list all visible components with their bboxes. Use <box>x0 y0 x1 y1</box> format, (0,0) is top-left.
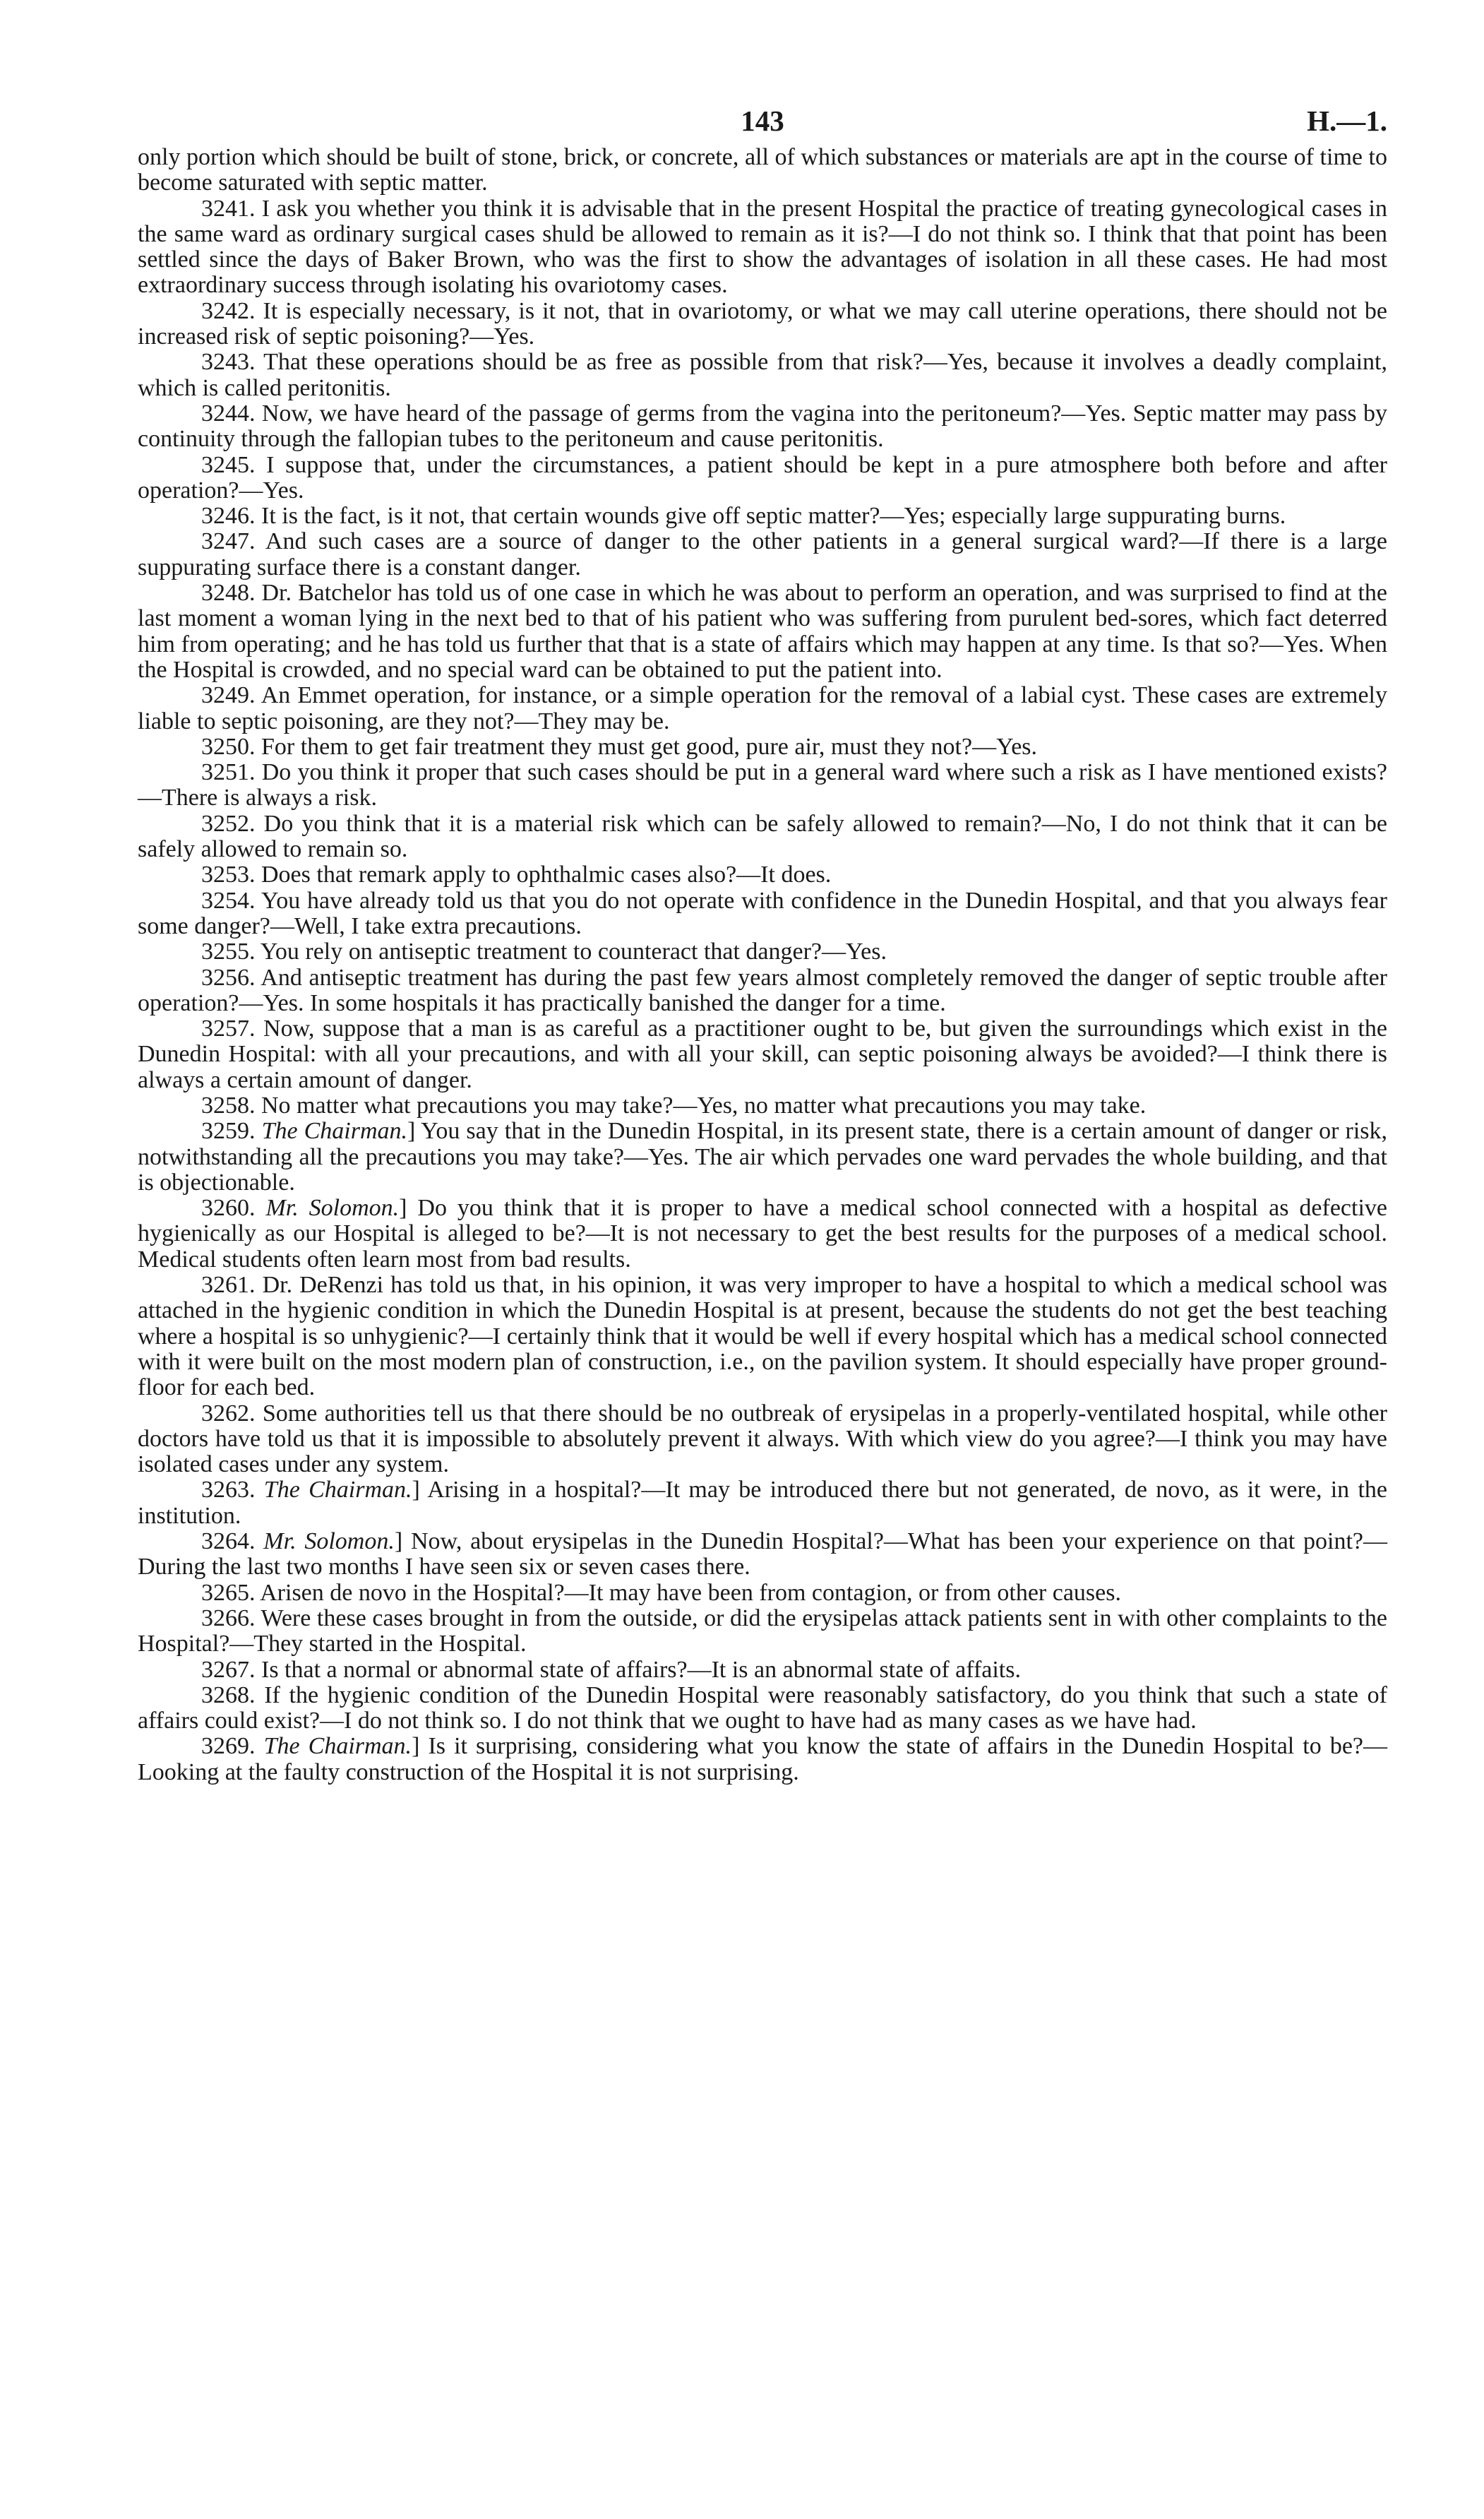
question-text: ] Now, about erysipelas in the Dunedin Hospital?—What has been your experience on that point?—During the last two months I have seen six or seven cases there. <box>138 1528 1388 1580</box>
evidence-transcript <box>138 145 1387 1785</box>
question-number: 3260. <box>201 1195 266 1222</box>
question-3248: 3248. Dr. Batchelor has told us of one case in which he was about to perform an operation, and was surprised to find at the last moment a woman lying in the next bed to that of his patient who was suffering from purulent bed-sores, which fact deterred him from operating; and he has told us further that that is a state of affairs which may happen at any time. Is that so?—Yes. When the Hospital is crowded, and no special ward can be obtained to put the patient into. <box>138 580 1387 683</box>
question-3246: 3246. It is the fact, is it not, that certain wounds give off septic matter?—Yes; especially large suppurating burns. <box>201 503 1286 530</box>
document-page <box>138 88 1387 1785</box>
speaker-name: The Chairman. <box>263 1477 412 1503</box>
page-number: 143 <box>741 105 784 137</box>
question-3255: 3255. You rely on antiseptic treatment to counteract that danger?—Yes. <box>201 939 887 965</box>
question-number: 3264. <box>201 1528 264 1555</box>
speaker-name: Mr. Solomon. <box>265 1195 400 1222</box>
document-code: H.—1. <box>1307 105 1387 137</box>
question-3267: 3267. Is that a normal or abnormal state of affairs?—It is an abnormal state of affaits. <box>201 1656 1021 1683</box>
question-3259 <box>138 1119 1387 1196</box>
question-3245: 3245. I suppose that, under the circumstances, a patient should be kept in a pure atmosphere both before and after operation?—Yes. <box>138 451 1387 504</box>
question-text: ] You say that in the Dunedin Hospital, in its present state, there is a certain amount of danger or risk, notwithstanding all the precautions you may take?—Yes. The air which pervades one ward pervades the whole building, and that is objectionable. <box>138 1118 1387 1196</box>
question-text: ] Do you think that it is proper to have a medical school connected with a hospital as defective hygienically as our Hospital is alleged to be?—It is not necessary to get the best results for the purposes of a medical school. Medical students often learn most from bad results. <box>138 1195 1387 1273</box>
question-3262: 3262. Some authorities tell us that there should be no outbreak of erysipelas in a properly-ventilated hospital, while other doctors have told us that it is impossible to absolutely prevent it always. With which view do you agree?—I think you may have isolated cases under any system. <box>138 1400 1387 1478</box>
question-3260 <box>138 1196 1387 1273</box>
speaker-name: Mr. Solomon. <box>263 1528 395 1555</box>
question-3247: 3247. And such cases are a source of danger to the other patients in a general surgical ward?—If there is a large suppurating surface there is a constant danger. <box>138 528 1387 580</box>
question-3269 <box>138 1734 1387 1785</box>
question-3268: 3268. If the hygienic condition of the Dunedin Hospital were reasonably satisfactory, do you think that such a state of affairs could exist?—I do not think so. I do not think that we ought to have had as many cases as we have had. <box>138 1681 1387 1734</box>
question-number: 3269. <box>201 1733 264 1760</box>
question-3264 <box>138 1529 1387 1580</box>
question-3256: 3256. And antiseptic treatment has during the past few years almost completely removed the danger of septic trouble after operation?—Yes. In some hospitals it has practically banished the danger for a time. <box>138 964 1387 1016</box>
question-3243: 3243. That these operations should be as free as possible from that risk?—Yes, because it involves a deadly complaint, which is called peritonitis. <box>138 349 1387 401</box>
question-number: 3263. <box>201 1477 264 1503</box>
question-3241: 3241. I ask you whether you think it is advisable that in the present Hospital the practice of treating gynecological cases in the same ward as ordinary surgical cases shuld be allowed to remain as it is?—I do not think so. I think that that point has been settled since the days of Baker Brown, who was the first to show the advantages of isolation in all these cases. He had most extraordinary success through isolating his ovariotomy cases. <box>138 195 1387 299</box>
question-3254: 3254. You have already told us that you do not operate with confidence in the Dunedin Hospital, and that you always fear some danger?—Well, I take extra precautions. <box>138 887 1387 939</box>
question-3263 <box>138 1477 1387 1529</box>
question-3249: 3249. An Emmet operation, for instance, or a simple operation for the removal of a labial cyst. These cases are extremely liable to septic poisoning, are they not?—They may be. <box>138 682 1387 734</box>
question-3266: 3266. Were these cases brought in from the outside, or did the erysipelas attack patients sent in with other complaints to the Hospital?—They started in the Hospital. <box>138 1604 1387 1657</box>
question-3251: 3251. Do you think it proper that such cases should be put in a general ward where such a risk as I have mentioned exists?—There is always a risk. <box>138 759 1387 811</box>
question-3257: 3257. Now, suppose that a man is as careful as a practitioner ought to be, but given the surroundings which exist in the Dunedin Hospital: with all your precautions, and with all your skill, can septic poisoning always be avoided?—I think there is always a certain amount of danger. <box>138 1016 1387 1093</box>
question-3258: 3258. No matter what precautions you may take?—Yes, no matter what precautions you may take. <box>201 1092 1147 1119</box>
running-head <box>138 88 1387 145</box>
question-3265: 3265. Arisen de novo in the Hospital?—It may have been from contagion, or from other causes. <box>201 1579 1121 1606</box>
question-number: 3259. <box>201 1118 262 1145</box>
question-3242: 3242. It is especially necessary, is it not, that in ovariotomy, or what we may call uterine operations, there should not be increased risk of septic poisoning?—Yes. <box>138 297 1387 350</box>
question-3250: 3250. For them to get fair treatment they must get good, pure air, must they not?—Yes. <box>201 733 1038 760</box>
question-text: ] Arising in a hospital?—It may be introduced there but not generated, de novo, as it were, in the institution. <box>138 1477 1387 1529</box>
question-text: ] Is it surprising, considering what you know the state of affairs in the Dunedin Hospital to be?—Looking at the faulty construction of the Hospital it is not surprising. <box>138 1733 1388 1785</box>
paragraph-continuation: only portion which should be built of stone, brick, or concrete, all of which substances or materials are apt in the course of time to become saturated with septic matter. <box>138 144 1387 196</box>
question-3244: 3244. Now, we have heard of the passage of germs from the vagina into the peritoneum?—Yes. Septic matter may pass by continuity through the fallopian tubes to the peritoneum and cause peritonitis. <box>138 400 1387 453</box>
speaker-name: The Chairman. <box>261 1118 408 1145</box>
question-3252: 3252. Do you think that it is a material risk which can be safely allowed to remain?—No, I do not think that it can be safely allowed to remain so. <box>138 810 1387 863</box>
speaker-name: The Chairman. <box>263 1733 412 1760</box>
question-3261: 3261. Dr. DeRenzi has told us that, in his opinion, it was very improper to have a hospital to which a medical school was attached in the hygienic condition in which the Dunedin Hospital is at present, because the students do not get the best teaching where a hospital is so unhygienic?—I certainly think that it would be well if every hospital which has a medical school connected with it were built on the most modern plan of construction, i.e., on the pavilion system. It should especially have proper ground-floor for each bed. <box>138 1272 1387 1401</box>
question-3253: 3253. Does that remark apply to ophthalmic cases also?—It does. <box>201 862 832 888</box>
